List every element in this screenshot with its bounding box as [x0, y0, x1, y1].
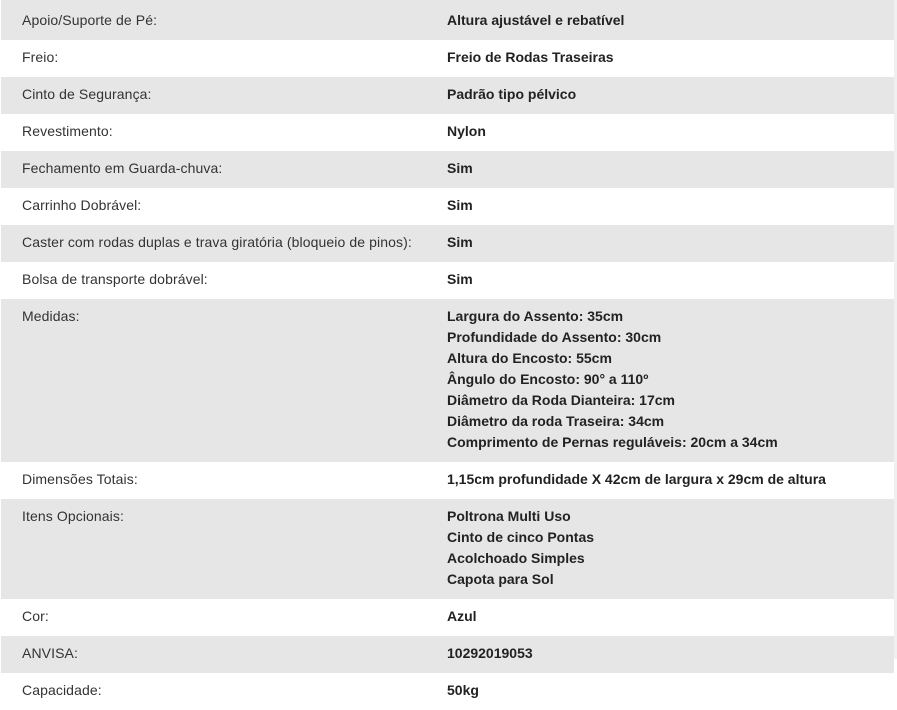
spec-row-cor	[1, 599, 894, 636]
spec-value	[447, 680, 894, 701]
spec-value	[447, 158, 894, 179]
spec-value-line: Sim	[447, 160, 473, 176]
spec-label: Medidas:	[22, 308, 80, 324]
spec-label: Fechamento em Guarda-chuva:	[22, 160, 223, 176]
spec-value	[447, 84, 894, 105]
spec-value-line: Diâmetro da Roda Dianteira: 17cm	[447, 392, 675, 408]
spec-value-line: Largura do Assento: 35cm	[447, 308, 624, 324]
spec-value-line: Padrão tipo pélvico	[447, 86, 577, 102]
spec-value-line: 10292019053	[447, 645, 533, 661]
spec-value-line: Comprimento de Pernas reguláveis: 20cm a 34cm	[447, 434, 778, 450]
spec-value-line: Sim	[447, 234, 473, 250]
spec-value-line: Cinto de cinco Pontas	[447, 529, 595, 545]
spec-value-line: Sim	[447, 197, 473, 213]
spec-value	[447, 195, 894, 216]
spec-value-line: Nylon	[447, 123, 486, 139]
spec-label: Capacidade:	[22, 682, 102, 698]
spec-row-bolsa	[1, 262, 894, 299]
spec-row-anvisa	[1, 636, 894, 673]
spec-value	[447, 506, 894, 590]
spec-value	[447, 47, 894, 68]
spec-value	[447, 121, 894, 142]
spec-label: Cor:	[22, 608, 49, 624]
spec-row-apoio	[1, 3, 894, 40]
spec-value-line: Diâmetro da roda Traseira: 34cm	[447, 413, 665, 429]
spec-row-cinto	[1, 77, 894, 114]
spec-label: Caster com rodas duplas e trava giratória (bloqueio de pinos):	[22, 234, 412, 250]
spec-value	[447, 306, 894, 453]
spec-label: Bolsa de transporte dobrável:	[22, 271, 208, 287]
spec-label: Dimensões Totais:	[22, 471, 138, 487]
spec-row-medidas	[1, 299, 894, 462]
spec-value	[447, 643, 894, 664]
spec-value-line: Acolchoado Simples	[447, 550, 585, 566]
spec-value	[447, 469, 894, 490]
spec-value	[447, 269, 894, 290]
spec-label: Revestimento:	[22, 123, 113, 139]
spec-row-dimensoes	[1, 462, 894, 499]
spec-label: ANVISA:	[22, 645, 78, 661]
spec-value-line: Freio de Rodas Traseiras	[447, 49, 614, 65]
spec-value	[447, 606, 894, 627]
spec-row-capacidade	[1, 673, 894, 710]
spec-label: Carrinho Dobrável:	[22, 197, 142, 213]
spec-value-line: Altura ajustável e rebatível	[447, 12, 625, 28]
spec-value-line: Ângulo do Encosto: 90° a 110º	[447, 371, 649, 387]
spec-value-line: Capota para Sol	[447, 571, 554, 587]
spec-value-line: Profundidade do Assento: 30cm	[447, 329, 662, 345]
spec-value-line: Azul	[447, 608, 477, 624]
spec-value-line: 1,15cm profundidade X 42cm de largura x 29cm de altura	[447, 471, 826, 487]
spec-value-line: Altura do Encosto: 55cm	[447, 350, 612, 366]
spec-row-carrinho-dobravel	[1, 188, 894, 225]
spec-row-itens-opcionais	[1, 499, 894, 599]
spec-value-line: Sim	[447, 271, 473, 287]
spec-value-line: 50kg	[447, 682, 479, 698]
spec-value	[447, 232, 894, 253]
spec-label: Apoio/Suporte de Pé:	[22, 12, 158, 28]
spec-row-caster	[1, 225, 894, 262]
spec-value-line: Poltrona Multi Uso	[447, 508, 571, 524]
spec-label: Itens Opcionais:	[22, 508, 124, 524]
spec-value	[447, 10, 894, 31]
spec-table	[1, 0, 894, 710]
spec-row-fechamento	[1, 151, 894, 188]
spec-label: Freio:	[22, 49, 59, 65]
spec-label: Cinto de Segurança:	[22, 86, 152, 102]
spec-row-freio	[1, 40, 894, 77]
spec-row-revestimento	[1, 114, 894, 151]
